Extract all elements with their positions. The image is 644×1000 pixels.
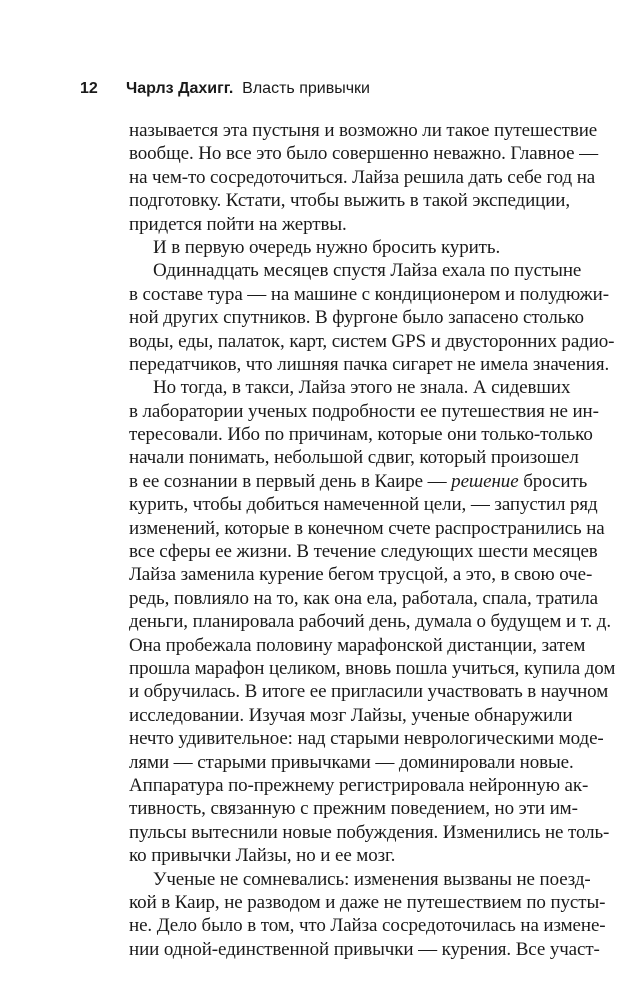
paragraph — [129, 119, 599, 236]
text-line: на чем-то сосредоточиться. Лайза решила дать себе год на — [129, 166, 596, 188]
text-line: начали понимать, небольшой сдвиг, который произошел — [129, 447, 579, 469]
text-line: и обручилась. В итоге ее пригласили участвовать в научном — [129, 681, 609, 703]
text-line: курить, чтобы добиться намеченной цели, — запустил ряд — [129, 494, 598, 516]
text-line: исследовании. Изучая мозг Лайзы, ученые обнаружили — [129, 704, 573, 726]
text-line: Она пробежала половину марафонской дистанции, затем — [129, 634, 586, 656]
paragraph — [129, 259, 615, 376]
text-line: И в первую очередь нужно бросить курить. — [153, 236, 501, 258]
text-line: передатчиков, что лишняя пачка сигарет не имела значения. — [129, 353, 610, 375]
text-line: изменений, которые в конечном счете распространились на — [129, 517, 605, 539]
page-number: 12 — [80, 80, 98, 97]
text-line: редь, повлияло на то, как она ела, работала, спала, тратила — [129, 587, 598, 609]
text-line: подготовку. Кстати, чтобы выжить в такой экспедиции, — [129, 190, 571, 212]
text-line: прошла марафон целиком, вновь пошла учиться, купила дом — [129, 657, 616, 679]
book-title: Власть привычки — [242, 80, 370, 97]
paragraph — [129, 868, 606, 962]
text-line: нии одной-единственной привычки — курения. Все участ- — [129, 938, 600, 960]
text-line: ной других спутников. В фургоне было запасено столько — [129, 307, 584, 329]
text-line: пульсы вытеснили новые побуждения. Изменились не толь- — [129, 821, 610, 843]
text-line: придется пойти на жертвы. — [129, 213, 347, 235]
text-line: в составе тура — на машине с кондиционером и полудюжи- — [129, 283, 609, 305]
text-line: называется эта пустыня и возможно ли такое путешествие — [129, 120, 598, 141]
running-head — [80, 77, 370, 101]
paragraph — [129, 236, 569, 259]
emphasis-word: решение — [451, 470, 519, 492]
text-line: тересовали. Ибо по причинам, которые они только-только — [129, 424, 593, 446]
body-text — [129, 119, 616, 961]
text-line: Аппаратура по-прежнему регистрировала нейронную ак- — [129, 774, 589, 796]
text-line: вообще. Но все это было совершенно неважно. Главное — — [129, 143, 599, 165]
text-line: в лаборатории ученых подробности ее путешествия не ин- — [129, 400, 599, 422]
text-line: лями — старыми привычками — доминировали новые. — [129, 751, 574, 773]
text-line: деньги, планировала рабочий день, думала о будущем и т. д. — [129, 611, 611, 633]
text-line: воды, еды, палаток, карт, систем GPS и двусторонних радио- — [129, 330, 615, 352]
text-line: ко привычки Лайзы, но и ее мозг. — [129, 845, 396, 867]
text-segment: в ее сознании в первый день в Каире — — [129, 470, 452, 492]
text-line: Лайза заменила курение бегом трусцой, а это, в свою оче- — [129, 564, 593, 586]
paragraph — [129, 376, 616, 867]
text-line: не. Дело было в том, что Лайза сосредоточилась на измене- — [129, 915, 606, 937]
text-line: тивность, связанную с прежним поведением, но эти им- — [129, 798, 578, 820]
text-line: кой в Каир, не разводом и даже не путешествием по пусты- — [129, 891, 606, 913]
text-line: Ученые не сомневались: изменения вызваны не поезд- — [153, 868, 591, 890]
text-line: нечто удивительное: над старыми неврологическими моде- — [129, 728, 604, 750]
text-segment: бросить — [518, 470, 588, 492]
author-name: Чарлз Дахигг. — [126, 80, 234, 97]
text-line: Но тогда, в такси, Лайза этого не знала. А сидевших — [153, 377, 571, 399]
text-line: все сферы ее жизни. В течение следующих шести месяцев — [129, 541, 598, 563]
text-line: Одиннадцать месяцев спустя Лайза ехала по пустыне — [153, 260, 582, 282]
text-line-with-emphasis — [129, 470, 588, 493]
